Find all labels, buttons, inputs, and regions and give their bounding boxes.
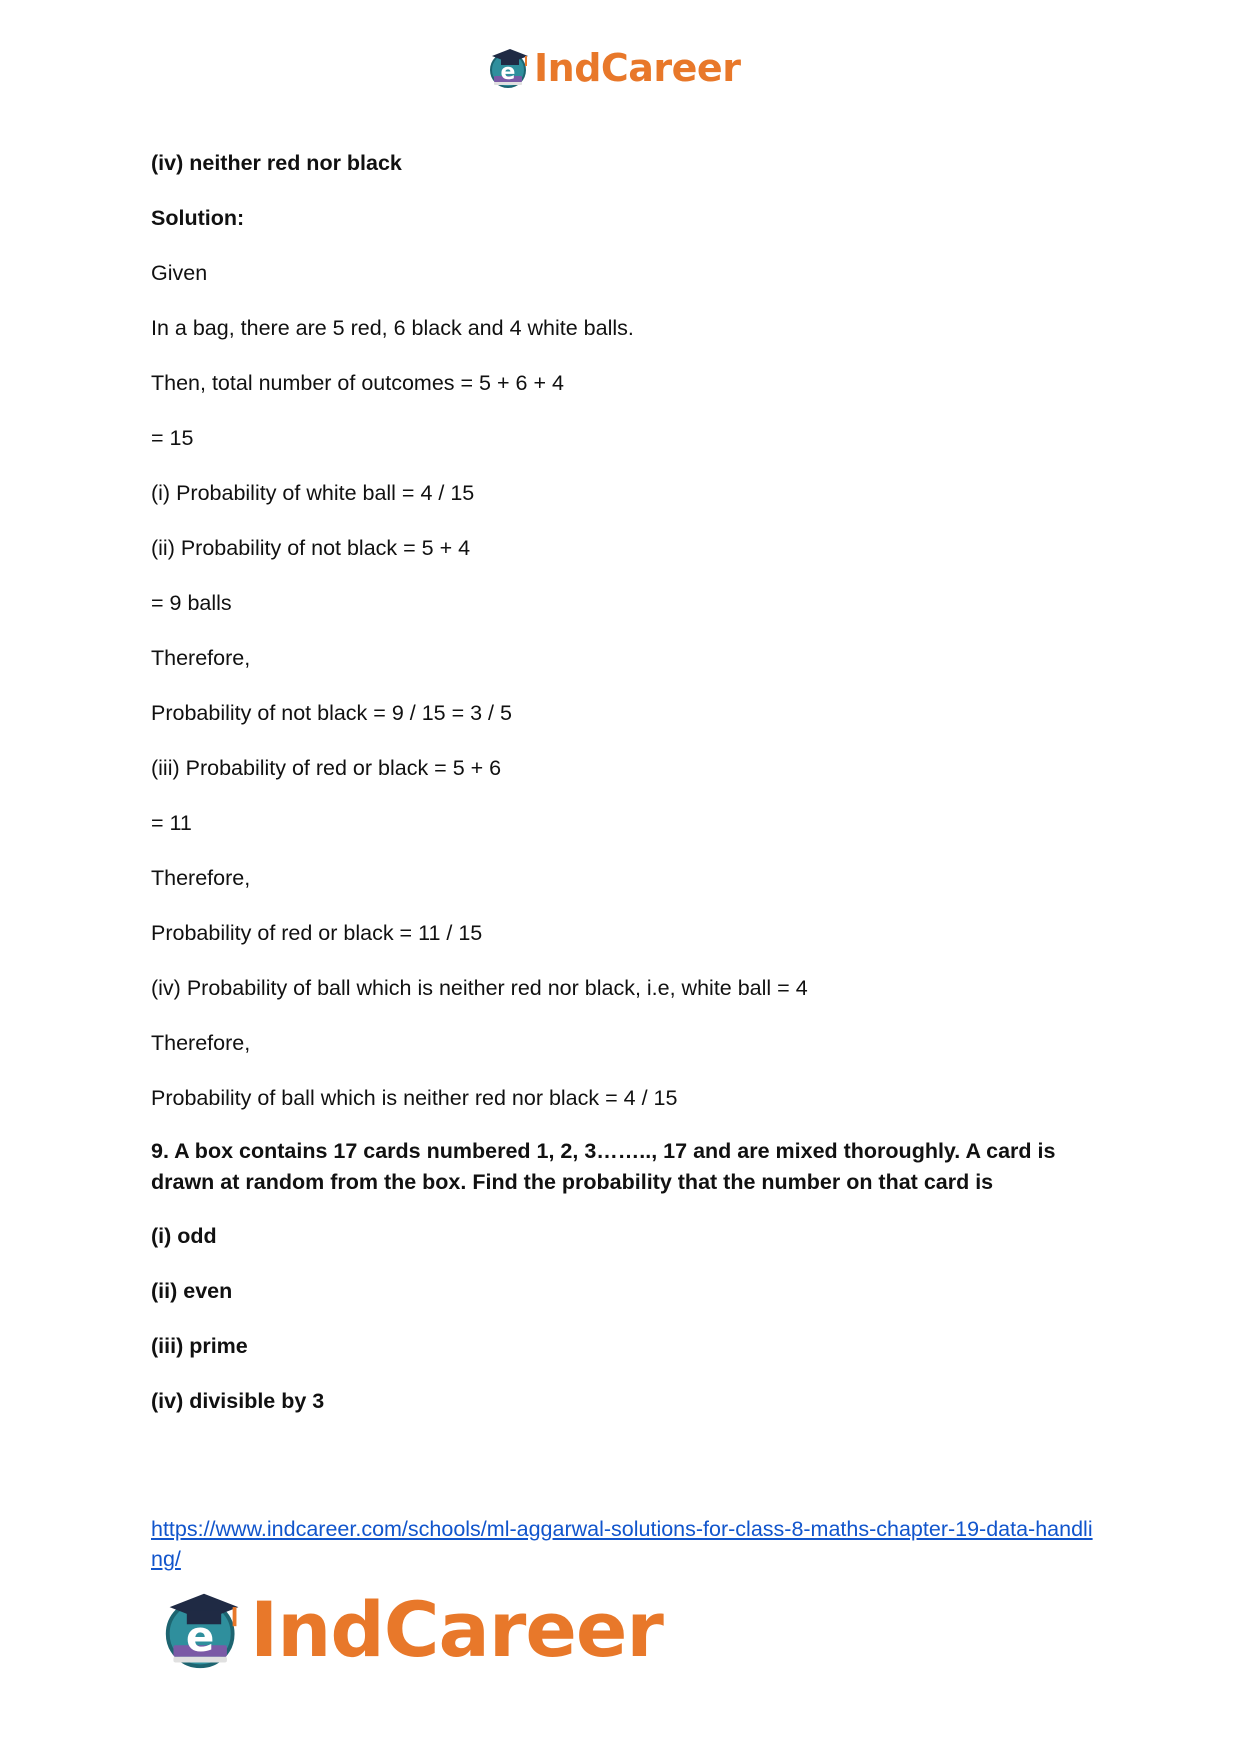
question-part: (i) odd	[151, 1224, 217, 1248]
solution-line: (iii) Probability of red or black = 5 + 6	[151, 756, 502, 780]
solution-line: Therefore,	[151, 646, 251, 670]
solution-line: = 15	[151, 426, 194, 450]
solution-line: Given	[151, 261, 208, 285]
solution-line: = 11	[151, 811, 192, 835]
graduation-globe-icon	[162, 1588, 246, 1672]
source-link[interactable]: https://www.indcareer.com/schools/ml-aggarwal-solutions-for-class-8-maths-chapter-19-data-handling/	[151, 1517, 1093, 1571]
solution-line: (i) Probability of white ball = 4 / 15	[151, 481, 475, 505]
question-part: (ii) even	[151, 1279, 233, 1303]
question-text: 9. A box contains 17 cards numbered 1, 2, 3…….., 17 and are mixed thoroughly. A card is drawn at random from the box. Find the probability that the number on that card is	[151, 1139, 1056, 1194]
document-body	[151, 148, 1101, 1417]
logo-wordmark: IndCareer	[250, 1585, 663, 1674]
solution-line: (ii) Probability of not black = 5 + 4	[151, 536, 471, 560]
solution-line: = 9 balls	[151, 591, 232, 615]
question-part: (iii) prime	[151, 1334, 248, 1358]
solution-line: In a bag, there are 5 red, 6 black and 4 white balls.	[151, 316, 634, 340]
subquestion-heading: (iv) neither red nor black	[151, 151, 402, 175]
logo-wordmark: IndCareer	[534, 46, 741, 90]
solution-line: Therefore,	[151, 1031, 251, 1055]
question-part: (iv) divisible by 3	[151, 1389, 325, 1413]
logo-initial: e	[500, 60, 516, 85]
graduation-globe-icon	[488, 46, 532, 90]
logo-initial: e	[185, 1612, 215, 1661]
solution-line: Probability of not black = 9 / 15 = 3 / 5	[151, 701, 512, 725]
header-logo	[488, 44, 740, 92]
solution-line: Probability of ball which is neither red nor black = 4 / 15	[151, 1086, 678, 1110]
solution-line: Therefore,	[151, 866, 251, 890]
solution-line: Then, total number of outcomes = 5 + 6 + 4	[151, 371, 564, 395]
solution-line: (iv) Probability of ball which is neither red nor black, i.e, white ball = 4	[151, 976, 808, 1000]
solution-line: Probability of red or black = 11 / 15	[151, 921, 483, 945]
footer-logo	[162, 1585, 663, 1674]
solution-heading: Solution:	[151, 206, 245, 230]
